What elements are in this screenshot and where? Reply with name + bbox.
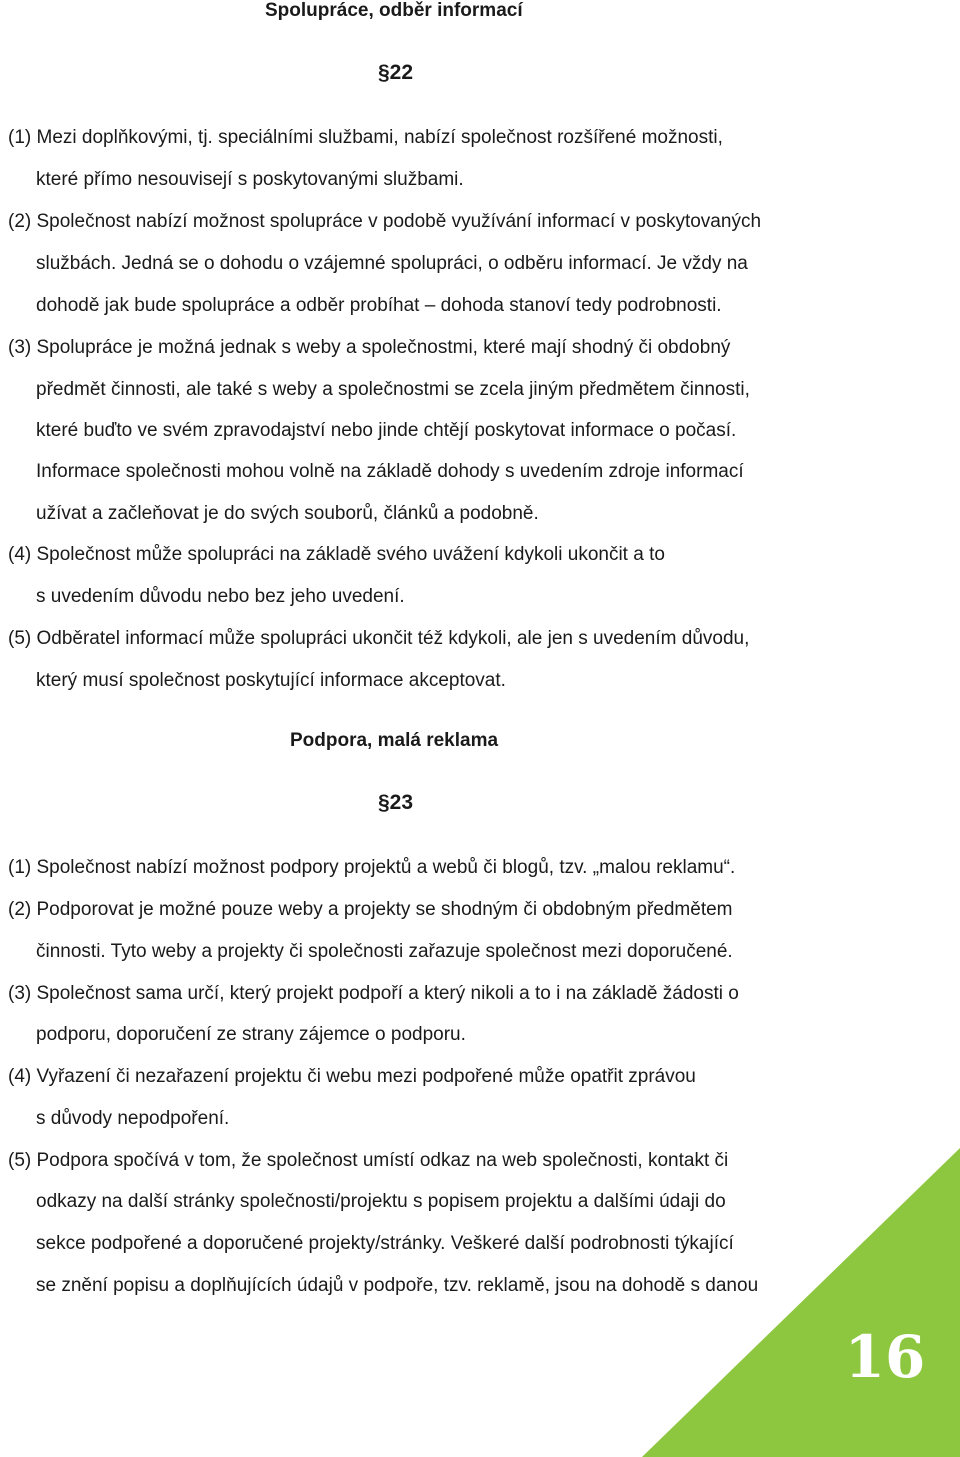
text-line: dohodě jak bude spolupráce a odběr probíhat – dohoda stanoví tedy podrobnosti. — [36, 295, 722, 316]
section-22-number: §22 — [378, 61, 414, 84]
text-line: s důvody nepodpoření. — [36, 1108, 230, 1129]
text-line: podporu, doporučení ze strany zájemce o podporu. — [36, 1024, 466, 1045]
text-line: užívat a začleňovat je do svých souborů, článků a podobně. — [36, 503, 539, 524]
text-line: (1) Společnost nabízí možnost podpory projektů a webů či blogů, tzv. „malou reklamu“. — [8, 857, 736, 878]
text-line: které přímo nesouvisejí s poskytovanými službami. — [36, 169, 464, 190]
text-line: (3) Společnost sama určí, který projekt podpoří a který nikoli a to i na základě žádosti o — [8, 983, 739, 1004]
text-line: které buďto ve svém zpravodajství nebo jinde chtějí poskytovat informace o počasí. — [36, 420, 737, 441]
text-line: (2) Společnost nabízí možnost spolupráce v podobě využívání informací v poskytovaných — [8, 211, 762, 232]
text-line: s uvedením důvodu nebo bez jeho uvedení. — [36, 586, 405, 607]
text-line: Informace společnosti mohou volně na základě dohody s uvedením zdroje informací — [36, 461, 744, 482]
page-number: 16 — [844, 1323, 926, 1391]
text-line: který musí společnost poskytující informace akceptovat. — [36, 670, 506, 691]
text-line: (5) Podpora spočívá v tom, že společnost umístí odkaz na web společnosti, kontakt či — [8, 1150, 729, 1171]
text-line: sekce podpořené a doporučené projekty/stránky. Veškeré další podrobnosti týkající — [36, 1233, 734, 1254]
text-line: (2) Podporovat je možné pouze weby a projekty se shodným či obdobným předmětem — [8, 899, 733, 920]
text-line: se znění popisu a doplňujících údajů v podpoře, tzv. reklamě, jsou na dohodě s danou — [36, 1275, 759, 1296]
text-line: (1) Mezi doplňkovými, tj. speciálními službami, nabízí společnost rozšířené možnosti, — [8, 127, 723, 148]
text-line: (5) Odběratel informací může spolupráci ukončit též kdykoli, ale jen s uvedením důvodu, — [8, 628, 750, 649]
section-22-heading: Spolupráce, odběr informací — [265, 0, 523, 21]
text-line: (4) Vyřazení či nezařazení projektu či webu mezi podpořené může opatřit zprávou — [8, 1066, 696, 1087]
text-line: odkazy na další stránky společnosti/projektu s popisem projektu a dalšími údaji do — [36, 1191, 726, 1212]
text-line: předmět činnosti, ale také s weby a společnostmi se zcela jiným předmětem činnosti, — [36, 379, 750, 400]
text-line: činnosti. Tyto weby a projekty či společnosti zařazuje společnost mezi doporučené. — [36, 941, 733, 962]
text-line: (4) Společnost může spolupráci na základě svého uvážení kdykoli ukončit a to — [8, 544, 665, 565]
text-line: (3) Spolupráce je možná jednak s weby a společnostmi, které mají shodný či obdobný — [8, 337, 731, 358]
section-23-number: §23 — [378, 791, 414, 814]
section-23-heading: Podpora, malá reklama — [290, 730, 499, 751]
text-line: službách. Jedná se o dohodu o vzájemné spolupráci, o odběru informací. Je vždy na — [36, 253, 748, 274]
